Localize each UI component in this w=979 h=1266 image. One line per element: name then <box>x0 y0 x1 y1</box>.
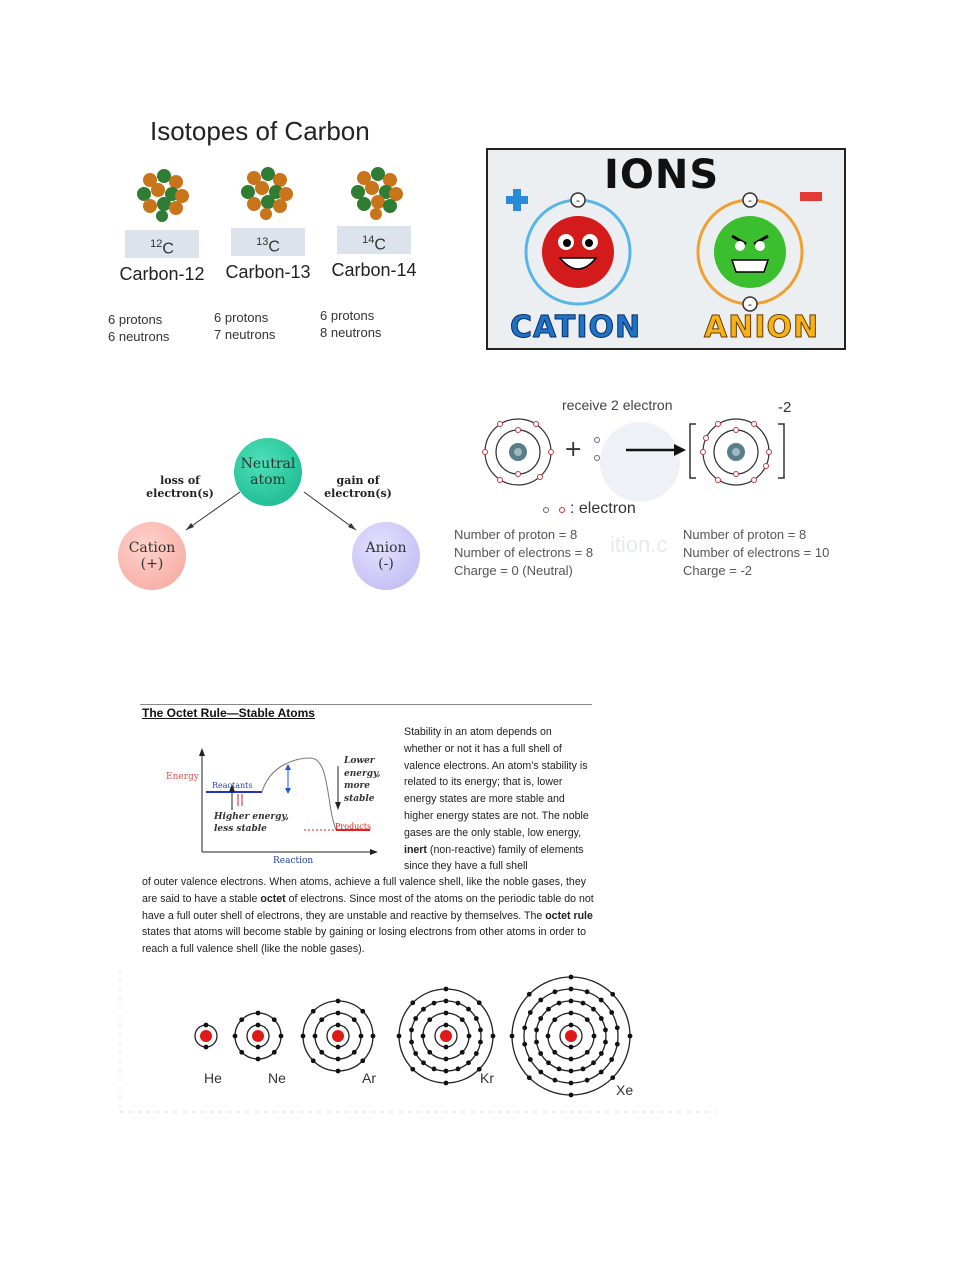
electron-dot <box>409 1028 414 1033</box>
electron-dot <box>557 1066 562 1071</box>
electron-dot <box>371 1034 376 1039</box>
electron-dot <box>610 1075 615 1080</box>
electron-dot <box>569 1093 574 1098</box>
electron-dot <box>336 1057 341 1062</box>
electron-dot <box>336 1011 341 1016</box>
electron-dot <box>336 1045 341 1050</box>
watermark: ition.c <box>610 532 668 557</box>
helium-label: He <box>204 1070 222 1086</box>
electron-dot <box>569 1069 574 1074</box>
electron-dot <box>510 1034 515 1039</box>
loss-label: loss of electron(s) <box>146 474 214 500</box>
electron-dot <box>359 1034 364 1039</box>
electron-dot <box>585 989 590 994</box>
electron-dot <box>239 1017 244 1022</box>
octet-top-rule <box>140 704 592 705</box>
reaction-axis-label: Reaction <box>273 856 314 866</box>
electron-dot <box>538 1051 543 1056</box>
isotope-name: Carbon-14 <box>331 260 417 281</box>
isotope-symbol: $^{13}$C <box>231 228 305 256</box>
electron-dot <box>610 992 615 997</box>
ions-title: IONS <box>604 152 720 198</box>
stability-paragraph: Stability in an atom depends on whether or not it has a full shell of valence electrons. An atom’s stability is related to its energy; that is, lower energy states are more stable and higher energy states are not. The noble gases are the only stable, low energy, inert (non-reactive) family of elements since they have a full shell <box>404 726 589 873</box>
electron-dot <box>581 1001 586 1006</box>
electron-dot <box>444 1081 449 1086</box>
carbon-12-nucleus-icon <box>137 169 189 222</box>
minus-icon <box>800 192 822 201</box>
electron-dot <box>421 1034 426 1039</box>
electron-dot <box>444 987 449 992</box>
electron-dot <box>204 1023 209 1028</box>
xenon-label: Xe <box>616 1082 634 1098</box>
electron-dot <box>460 1050 465 1055</box>
electron-dot <box>599 1016 604 1021</box>
electron-dot <box>444 1011 449 1016</box>
electron-dot <box>538 1070 543 1075</box>
electron-dot <box>552 1050 557 1055</box>
neon-label: Ne <box>268 1070 286 1086</box>
electron-dot <box>527 1075 532 1080</box>
svg-text:-: - <box>748 298 752 311</box>
higher-energy-label: Higher energy, less stable <box>214 812 289 834</box>
electron-dot <box>569 1057 574 1062</box>
electron-dot <box>557 1001 562 1006</box>
electron-dot <box>569 987 574 992</box>
electron-dot <box>466 1007 471 1012</box>
ions-panel <box>486 148 846 350</box>
electron-dot <box>256 1057 261 1062</box>
krypton-label: Kr <box>480 1070 494 1086</box>
watermark-circle <box>600 422 680 502</box>
electron-legend: : electron <box>570 500 636 517</box>
electron-dot <box>474 1051 479 1056</box>
argon-label: Ar <box>362 1070 376 1086</box>
cation-label: CATION <box>510 310 642 345</box>
electron-dot <box>552 1017 557 1022</box>
electron-dot <box>538 998 543 1003</box>
isotopes-title: Isotopes of Carbon <box>150 116 370 146</box>
electron-dot <box>421 1060 426 1065</box>
electron-dot <box>204 1045 209 1050</box>
electron-dot <box>272 1050 277 1055</box>
electron-dot <box>628 1034 633 1039</box>
helium-atom-icon <box>195 1023 217 1050</box>
electron-dot <box>456 1066 461 1071</box>
electron-dot <box>413 1016 418 1021</box>
electron-dot <box>467 1034 472 1039</box>
oxide-ion-icon <box>701 419 772 485</box>
electron-dot <box>609 1057 614 1062</box>
electron-dot <box>609 1010 614 1015</box>
electron-dot <box>352 1017 357 1022</box>
electron-dot <box>474 1016 479 1021</box>
oxygen-caption: receive 2 electron <box>562 397 673 413</box>
electron-dot <box>592 1034 597 1039</box>
isotope-symbol: $^{12}$C <box>125 230 199 258</box>
neutral-oxygen-info: Number of proton = 8 Number of electrons = 8 Charge = 0 (Neutral) <box>454 527 594 578</box>
electron-dot <box>444 1069 449 1074</box>
electron-dot <box>546 1007 551 1012</box>
electron-dot <box>427 1017 432 1022</box>
electron-dot <box>553 1078 558 1083</box>
electron-dot <box>534 1040 539 1045</box>
electron-dot <box>585 1050 590 1055</box>
octet-title: The Octet Rule—Stable Atoms <box>142 706 315 720</box>
electron-dot <box>478 1028 483 1033</box>
electron-dot <box>546 1060 551 1065</box>
electron-dot <box>478 1040 483 1045</box>
electron-dot <box>581 1066 586 1071</box>
isotope-name: Carbon-13 <box>225 262 311 283</box>
electron-dot <box>546 1034 551 1039</box>
electron-dot <box>444 1023 449 1028</box>
electron-dot <box>569 1045 574 1050</box>
electron-dot <box>336 1069 341 1074</box>
neon-atom-icon <box>233 1011 284 1062</box>
carbon-nuclei-graphic <box>118 160 418 230</box>
electron-dot <box>279 1034 284 1039</box>
electron-dot <box>528 1010 533 1015</box>
octet-paragraph: of outer valence electrons. When atoms, achieve a full valence shell, like the noble gases, they are said to have a stable octet of electrons. Since most of the atoms on the periodic table do not have a full outer shell of electrons, they are unstable and reactive by themselves. The octet rule states that atoms will become stable by gaining or losing electrons from other atoms in order to reach a full valence shell (like the noble gases). <box>142 876 594 956</box>
electron-dot <box>319 1050 324 1055</box>
lower-energy-label: Lower energy, more stable <box>344 756 381 804</box>
electron-dot <box>585 1017 590 1022</box>
electron-dot <box>444 1045 449 1050</box>
electron-dot <box>313 1034 318 1039</box>
electron-dot <box>410 1000 415 1005</box>
electron-dot <box>591 1007 596 1012</box>
electron-dot <box>553 989 558 994</box>
isotope-composition: 6 protons 8 neutrons <box>320 308 382 341</box>
isotope-symbol: $^{14}$C <box>337 226 411 254</box>
anion-label: ANION <box>704 310 820 345</box>
electron-dot <box>397 1034 402 1039</box>
electron-dot <box>599 1051 604 1056</box>
electron-dot <box>538 1016 543 1021</box>
electron-dot <box>360 1009 365 1014</box>
oxygen-charge: -2 <box>778 399 792 416</box>
carbon-13-nucleus-icon <box>241 167 293 220</box>
isotope-name: Carbon-12 <box>119 264 205 285</box>
electron-dot <box>421 1007 426 1012</box>
electron-dot <box>569 975 574 980</box>
electron-dot <box>456 1001 461 1006</box>
electron-dot <box>311 1058 316 1063</box>
electron-dot <box>256 1045 261 1050</box>
electron-dot <box>460 1017 465 1022</box>
electron-dot <box>569 1081 574 1086</box>
electron-dot <box>569 1023 574 1028</box>
gain-label: gain of electron(s) <box>324 474 392 500</box>
electron-dot <box>615 1025 620 1030</box>
isotope-carbon-13 <box>208 228 328 343</box>
electron-dot <box>569 999 574 1004</box>
electron-dot <box>311 1009 316 1014</box>
neutral-atom-node: Neutral atom <box>234 438 302 506</box>
electron-dot <box>336 999 341 1004</box>
isotope-carbon-12 <box>102 230 222 345</box>
electron-dot <box>256 1011 261 1016</box>
svg-text:-: - <box>576 194 580 207</box>
electron-dot <box>527 992 532 997</box>
electron-dot <box>603 1040 608 1045</box>
electron-dot <box>352 1050 357 1055</box>
electron-dot <box>256 1023 261 1028</box>
argon-atom-icon <box>301 999 376 1074</box>
carbon-14-nucleus-icon <box>351 167 403 220</box>
electron-dot <box>522 1042 527 1047</box>
electron-dot <box>427 1050 432 1055</box>
energy-axis-label: Energy <box>166 772 199 782</box>
electron-dot <box>413 1051 418 1056</box>
electron-dot <box>444 1057 449 1062</box>
plus-sign: + <box>564 437 583 462</box>
electron-dot <box>599 1070 604 1075</box>
electron-dot <box>585 1078 590 1083</box>
electron-dot <box>528 1057 533 1062</box>
electron-dot <box>477 1000 482 1005</box>
electron-dot <box>615 1042 620 1047</box>
oxygen-atom-icon <box>483 419 554 485</box>
reactants-label: Reactants <box>212 781 253 790</box>
electron-dot <box>432 1001 437 1006</box>
products-label: Products <box>335 822 372 831</box>
anion-node: Anion (-) <box>352 522 420 590</box>
isotope-composition: 6 protons 7 neutrons <box>214 310 276 343</box>
electron-dot <box>272 1017 277 1022</box>
electron-dot <box>233 1034 238 1039</box>
electron-dot <box>409 1040 414 1045</box>
xenon-atom-icon <box>510 975 633 1098</box>
electron-dot <box>444 999 449 1004</box>
electron-dot <box>569 1011 574 1016</box>
electron-dot <box>491 1034 496 1039</box>
cation-smiley-icon <box>542 216 614 288</box>
electron-dot <box>410 1067 415 1072</box>
electron-dot <box>534 1028 539 1033</box>
anion-angry-face-icon <box>714 216 786 288</box>
oxide-ion-info: Number of proton = 8 Number of electrons = 10 Charge = -2 <box>683 527 830 578</box>
electron-dot <box>301 1034 306 1039</box>
electron-dot <box>336 1023 341 1028</box>
electron-dot <box>591 1060 596 1065</box>
electron-dot <box>360 1058 365 1063</box>
electron-dot <box>522 1025 527 1030</box>
electron-dot <box>432 1066 437 1071</box>
cation-node: Cation (+) <box>118 522 186 590</box>
svg-text:-: - <box>748 194 752 207</box>
electron-dot <box>239 1050 244 1055</box>
isotope-composition: 6 protons 6 neutrons <box>108 312 170 345</box>
electron-dot <box>319 1017 324 1022</box>
isotope-carbon-14 <box>314 226 434 341</box>
electron-dot <box>603 1028 608 1033</box>
electron-dot <box>599 998 604 1003</box>
electron-dot <box>466 1060 471 1065</box>
